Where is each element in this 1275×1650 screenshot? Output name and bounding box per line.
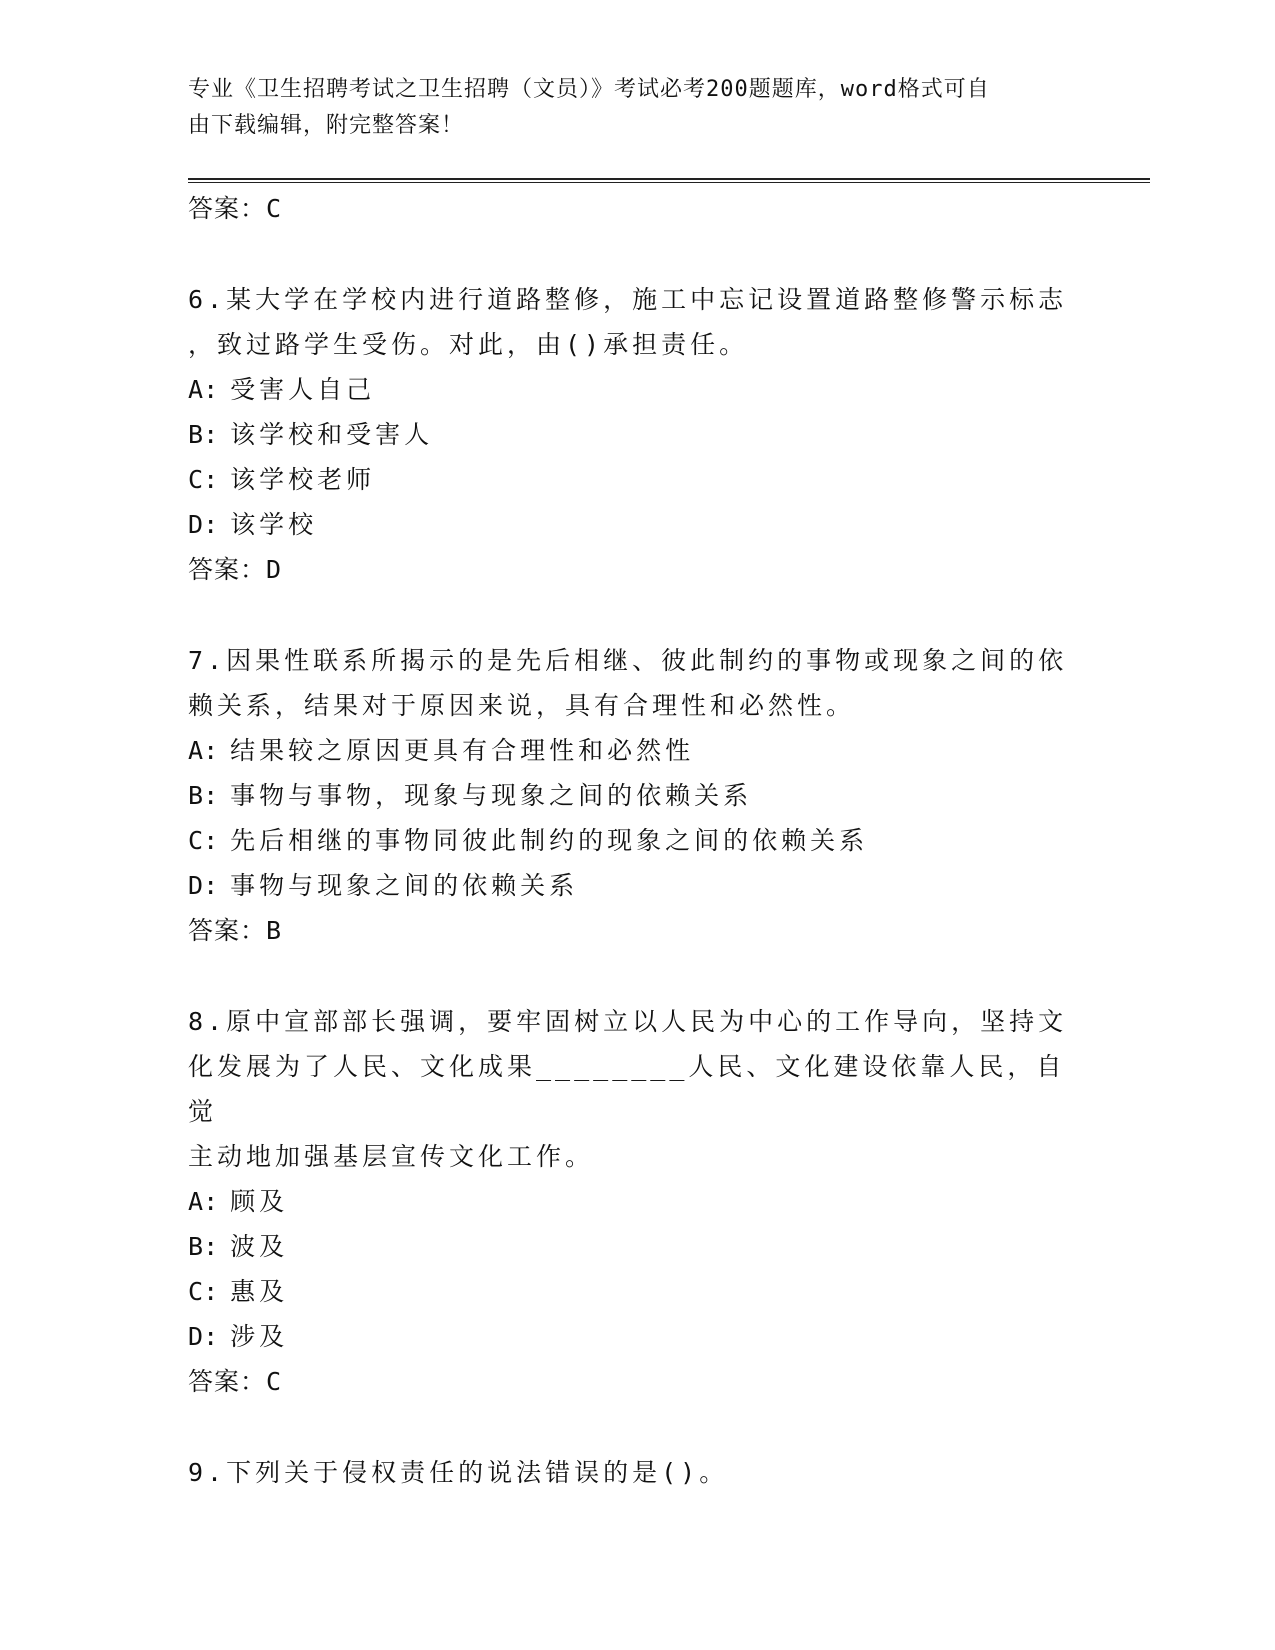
document-header	[188, 72, 1068, 144]
question-line: 7.因果性联系所揭示的是先后相继、彼此制约的事物或现象之间的依	[188, 646, 1068, 675]
header-rule-thin	[188, 182, 1150, 183]
option-text: 该学校老师	[230, 465, 376, 494]
option-a	[188, 367, 1068, 412]
option-text: 该学校	[230, 510, 318, 539]
option-letter: B	[188, 420, 204, 449]
header-line-2: 由下载编辑，附完整答案！	[188, 113, 465, 138]
option-separator: :	[203, 826, 219, 855]
option-text: 该学校和受害人	[230, 420, 434, 449]
option-text: 事物与现象之间的依赖关系	[230, 871, 579, 900]
question-9	[188, 1450, 1068, 1495]
option-text: 受害人自己	[230, 375, 376, 404]
option-separator: :	[203, 871, 219, 900]
option-letter: D	[188, 1322, 204, 1351]
question-7	[188, 638, 1068, 954]
option-separator: :	[203, 1322, 219, 1351]
spacer	[188, 593, 1068, 638]
option-b	[188, 412, 1068, 457]
spacer	[188, 1405, 1068, 1450]
option-a	[188, 1179, 1068, 1224]
option-letter: B	[188, 1232, 204, 1261]
question-line: 6.某大学在学校内进行道路整修，施工中忘记设置道路整修警示标志	[188, 285, 1068, 314]
option-text: 惠及	[230, 1277, 289, 1306]
option-separator: :	[203, 375, 219, 404]
option-letter: A	[188, 736, 204, 765]
question-line: 9.下列关于侵权责任的说法错误的是()。	[188, 1458, 729, 1487]
spacer	[188, 232, 1068, 277]
option-text: 顾及	[230, 1187, 289, 1216]
option-d	[188, 863, 1068, 908]
answer-line: 答案：C	[188, 194, 283, 223]
option-text: 先后相继的事物同彼此制约的现象之间的依赖关系	[230, 826, 869, 855]
option-letter: D	[188, 510, 204, 539]
option-a	[188, 728, 1068, 773]
option-d	[188, 502, 1068, 547]
option-separator: :	[203, 781, 219, 810]
option-separator: :	[203, 736, 219, 765]
option-text: 结果较之原因更具有合理性和必然性	[230, 736, 695, 765]
question-6	[188, 277, 1068, 593]
option-c	[188, 818, 1068, 863]
question-line: 8.原中宣部部长强调，要牢固树立以人民为中心的工作导向，坚持文	[188, 1007, 1068, 1036]
option-separator: :	[203, 1187, 219, 1216]
header-line-1: 专业《卫生招聘考试之卫生招聘（文员）》考试必考200题题库，word格式可自	[188, 77, 990, 102]
option-text: 波及	[230, 1232, 289, 1261]
option-separator: :	[203, 1232, 219, 1261]
question-8	[188, 999, 1068, 1405]
option-separator: :	[203, 420, 219, 449]
answer-line: 答案：D	[188, 555, 283, 584]
answer-line: 答案：B	[188, 916, 283, 945]
option-letter: C	[188, 465, 204, 494]
question-line: 化发展为了人民、文化成果________人民、文化建设依靠人民，自觉	[188, 1052, 1066, 1126]
option-letter: C	[188, 826, 204, 855]
option-text: 涉及	[230, 1322, 289, 1351]
question-line: 赖关系，结果对于原因来说，具有合理性和必然性。	[188, 691, 856, 720]
option-b	[188, 773, 1068, 818]
option-text: 事物与事物，现象与现象之间的依赖关系	[230, 781, 753, 810]
option-c	[188, 457, 1068, 502]
spacer	[188, 954, 1068, 999]
option-separator: :	[203, 1277, 219, 1306]
option-c	[188, 1269, 1068, 1314]
question-line: 主动地加强基层宣传文化工作。	[188, 1142, 595, 1171]
option-b	[188, 1224, 1068, 1269]
document-body	[188, 186, 1068, 1495]
option-letter: A	[188, 1187, 204, 1216]
option-letter: D	[188, 871, 204, 900]
option-letter: A	[188, 375, 204, 404]
answer-line: 答案：C	[188, 1367, 283, 1396]
option-separator: :	[203, 465, 219, 494]
option-letter: B	[188, 781, 204, 810]
header-rule-thick	[188, 178, 1150, 180]
question-line: ，致过路学生受伤。对此，由()承担责任。	[188, 330, 749, 359]
option-letter: C	[188, 1277, 204, 1306]
option-separator: :	[203, 510, 219, 539]
option-d	[188, 1314, 1068, 1359]
